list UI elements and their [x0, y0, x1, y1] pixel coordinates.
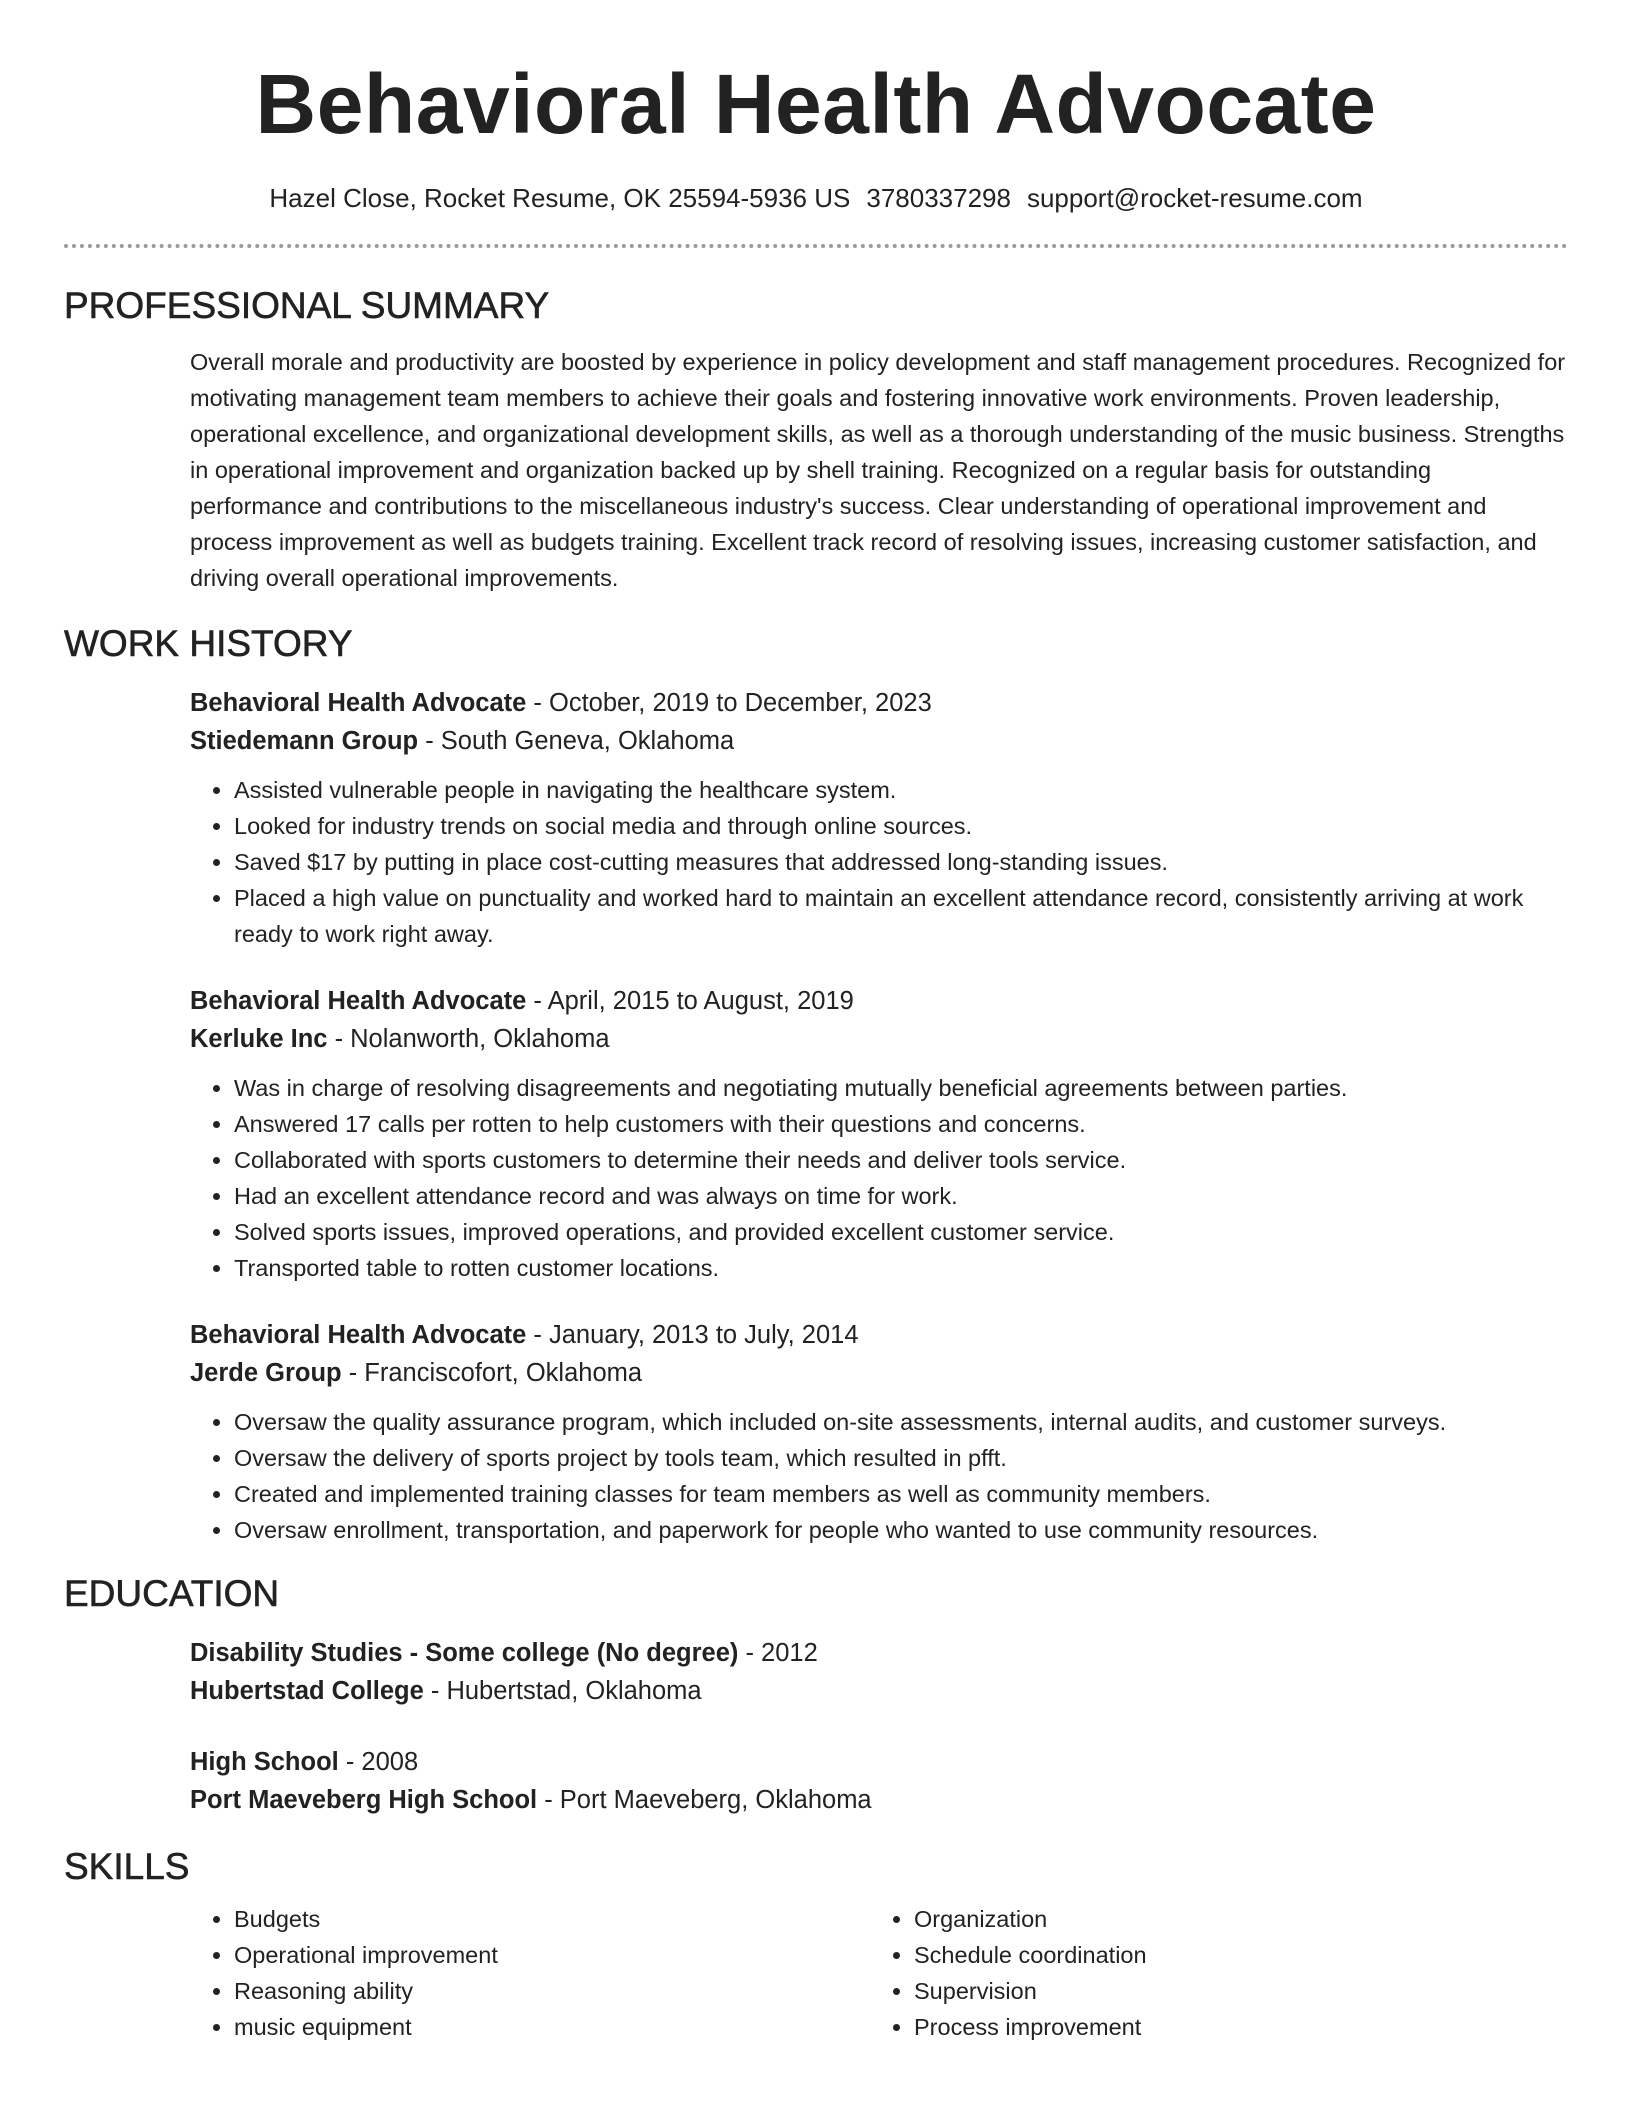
- section-title-summary: PROFESSIONAL SUMMARY: [64, 285, 550, 326]
- skills-column-left: [190, 1901, 870, 2045]
- degree-name: High School: [190, 1748, 339, 1776]
- work-history-section: [64, 622, 1568, 1548]
- job-bullet: • Saved $17 by putting in place cost-cutting measures that addressed long-standing issues.: [234, 844, 1568, 880]
- job-bullet: • Placed a high value on punctuality and worked hard to maintain an excellent attendance record, consistently arriving at work ready to work right away.: [234, 880, 1568, 952]
- job-bullets: [190, 1070, 1568, 1286]
- job-bullet: • Assisted vulnerable people in navigating the healthcare system.: [234, 772, 1568, 808]
- degree-name: Disability Studies - Some college (No degree): [190, 1639, 739, 1667]
- company-name: Jerde Group: [190, 1359, 342, 1387]
- education-entry: [190, 1634, 1568, 1710]
- skill-item: • Supervision: [914, 1973, 1550, 2009]
- school-name: Hubertstad College: [190, 1677, 424, 1705]
- job-role: Behavioral Health Advocate: [190, 987, 527, 1015]
- degree-year: - 2012: [738, 1639, 818, 1667]
- job-title-line: [190, 684, 1568, 722]
- job-bullet: • Created and implemented training classes for team members as well as community members.: [234, 1476, 1568, 1512]
- job-entry: [190, 1316, 1568, 1548]
- job-bullets: [190, 772, 1568, 952]
- job-bullet: • Answered 17 calls per rotten to help customers with their questions and concerns.: [234, 1106, 1568, 1142]
- skill-item: • music equipment: [234, 2009, 870, 2045]
- job-entry: [190, 684, 1568, 952]
- contact-phone: 3780337298: [866, 183, 1011, 213]
- school-location: - Port Maeveberg, Oklahoma: [537, 1786, 872, 1814]
- job-dates: - October, 2019 to December, 2023: [526, 689, 932, 717]
- job-dates: - April, 2015 to August, 2019: [526, 987, 854, 1015]
- job-bullets: [190, 1404, 1568, 1548]
- job-bullet: • Looked for industry trends on social media and through online sources.: [234, 808, 1568, 844]
- company-location: - South Geneva, Oklahoma: [418, 727, 735, 755]
- resume-name: Behavioral Health Advocate: [255, 57, 1377, 151]
- job-bullet: • Collaborated with sports customers to determine their needs and deliver tools service.: [234, 1142, 1568, 1178]
- job-title-line: [190, 1316, 1568, 1354]
- skills-grid: [190, 1901, 1568, 2045]
- company-name: Kerluke Inc: [190, 1025, 328, 1053]
- summary-text: Overall morale and productivity are boosted by experience in policy development and staff management procedures. Recognized for motivating management team members to achieve their goals and fostering innovative work environments. Proven leadership, operational excellence, and organizational development skills, as well as a thorough understanding of the music business. Strengths in operational improvement and organization backed up by shell training. Recognized on a regular basis for outstanding performance and contributions to the miscellaneous industry's success. Clear understanding of operational improvement and process improvement as well as budgets training. Excellent track record of resolving issues, increasing customer satisfaction, and driving overall operational improvements.: [190, 349, 1566, 591]
- degree-line: [190, 1743, 1568, 1781]
- job-role: Behavioral Health Advocate: [190, 689, 527, 717]
- section-title-work: WORK HISTORY: [64, 623, 353, 664]
- skill-item: • Schedule coordination: [914, 1937, 1550, 1973]
- job-dates: - January, 2013 to July, 2014: [526, 1321, 859, 1349]
- contact-line: [0, 182, 1632, 214]
- job-bullet: • Oversaw enrollment, transportation, and paperwork for people who wanted to use community resources.: [234, 1512, 1568, 1548]
- skills-section: [64, 1845, 1568, 2045]
- company-location: - Nolanworth, Oklahoma: [327, 1025, 610, 1053]
- contact-email[interactable]: support@rocket-resume.com: [1026, 183, 1363, 213]
- education-section: [64, 1572, 1568, 1819]
- company-name: Stiedemann Group: [190, 727, 419, 755]
- company-line: [190, 1354, 1568, 1392]
- job-bullet: • Was in charge of resolving disagreements and negotiating mutually beneficial agreements between parties.: [234, 1070, 1568, 1106]
- contact-address: Hazel Close, Rocket Resume, OK 25594-5936 US: [269, 183, 851, 213]
- school-location: - Hubertstad, Oklahoma: [423, 1677, 702, 1705]
- job-bullet: • Solved sports issues, improved operations, and provided excellent customer service.: [234, 1214, 1568, 1250]
- skill-item: • Budgets: [234, 1901, 870, 1937]
- company-location: - Franciscofort, Oklahoma: [341, 1359, 643, 1387]
- school-line: [190, 1781, 1568, 1819]
- skills-column-right: [870, 1901, 1550, 2045]
- skill-item: • Operational improvement: [234, 1937, 870, 1973]
- degree-year: - 2008: [338, 1748, 419, 1776]
- company-line: [190, 722, 1568, 760]
- header-divider: [64, 244, 1568, 248]
- job-bullet: • Oversaw the quality assurance program, which included on-site assessments, internal audits, and customer surveys.: [234, 1404, 1568, 1440]
- school-name: Port Maeveberg High School: [190, 1786, 538, 1814]
- job-bullet: • Oversaw the delivery of sports project by tools team, which resulted in pfft.: [234, 1440, 1568, 1476]
- summary-section: [64, 284, 1568, 596]
- section-title-education: EDUCATION: [64, 1573, 280, 1614]
- job-bullet: • Transported table to rotten customer locations.: [234, 1250, 1568, 1286]
- section-title-skills: SKILLS: [64, 1846, 190, 1887]
- degree-line: [190, 1634, 1568, 1672]
- skill-item: • Reasoning ability: [234, 1973, 870, 2009]
- school-line: [190, 1672, 1568, 1710]
- education-entry: [190, 1743, 1568, 1819]
- job-entry: [190, 982, 1568, 1286]
- company-line: [190, 1020, 1568, 1058]
- skill-item: • Organization: [914, 1901, 1550, 1937]
- job-title-line: [190, 982, 1568, 1020]
- skill-item: • Process improvement: [914, 2009, 1550, 2045]
- job-bullet: • Had an excellent attendance record and was always on time for work.: [234, 1178, 1568, 1214]
- job-role: Behavioral Health Advocate: [190, 1321, 527, 1349]
